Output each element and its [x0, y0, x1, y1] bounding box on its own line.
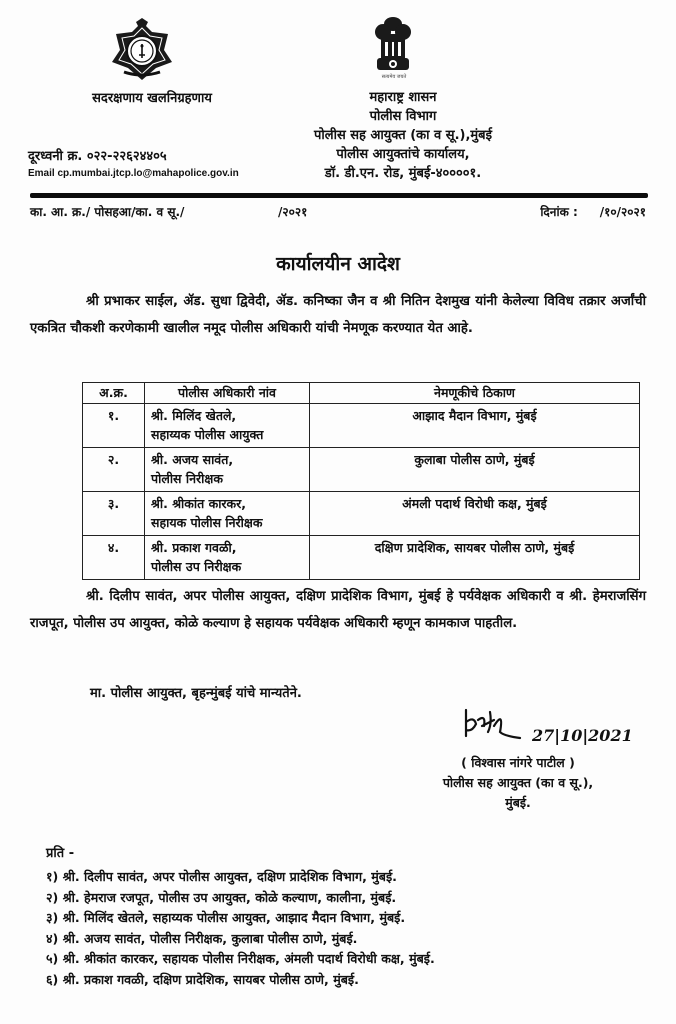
officer-designation: पोलीस उप निरीक्षक	[151, 559, 242, 574]
officer-cell	[145, 404, 310, 448]
officer-name: श्री. प्रकाश गवळी,	[151, 540, 237, 555]
department: पोलीस विभाग	[369, 109, 437, 124]
serial-cell: ३.	[83, 492, 145, 536]
officer-assignment-table	[82, 382, 640, 580]
column-header-serial: अ.क्र.	[83, 383, 145, 404]
approval-line: मा. पोलीस आयुक्त, बृहन्मुंबई यांचे मान्यतेने.	[90, 686, 302, 701]
table-header-row	[83, 383, 640, 404]
officer-designation: पोलीस निरीक्षक	[151, 471, 223, 486]
column-header-officer-name: पोलीस अधिकारी नांव	[145, 383, 310, 404]
handwritten-signature	[460, 706, 524, 746]
list-item: ४) श्री. अजय सावंत, पोलीस निरीक्षक, कुलाबा पोलीस ठाणे, मुंबई.	[46, 930, 358, 946]
list-item: २) श्री. हेमराज रजपूत, पोलीस उप आयुक्त, कोळे कल्याण, कालीना, मुंबई.	[46, 889, 397, 905]
signature-date: 27|10|2021	[532, 726, 633, 745]
table-row	[83, 404, 640, 448]
table-row	[83, 536, 640, 580]
copy-to-label: प्रति -	[46, 846, 75, 861]
signatory-name: ( विश्वास नांगरे पाटील )	[461, 755, 575, 770]
office-name: पोलीस आयुक्तांचे कार्यालय,	[336, 147, 470, 162]
posting-cell: अंमली पदार्थ विरोधी कक्ष, मुंबई	[310, 492, 640, 536]
list-item: ६) श्री. प्रकाश गवळी, दक्षिण प्रादेशिक, सायबर पोलीस ठाणे, मुंबई.	[46, 971, 359, 987]
table-row	[83, 448, 640, 492]
order-date	[540, 203, 646, 220]
posting-cell: आझाद मैदान विभाग, मुंबई	[310, 404, 640, 448]
officer-designation: सहाय्यक पोलीस आयुक्त	[151, 427, 264, 442]
date-label: दिनांक :	[540, 205, 578, 219]
page-title: कार्यालयीन आदेश	[276, 253, 400, 275]
issuing-office-address	[288, 88, 518, 183]
contact-info	[28, 148, 239, 182]
officer-cell	[145, 536, 310, 580]
serial-cell: ४.	[83, 536, 145, 580]
office-address: डॉ. डी.एन. रोड, मुंबई-४००००१.	[324, 166, 482, 181]
reference-number: का. आ. क्र./ पोसहआ/का. व सू./	[30, 205, 185, 219]
mumbai-police-crest-icon	[108, 18, 176, 84]
posting-cell: कुलाबा पोलीस ठाणे, मुंबई	[310, 448, 640, 492]
state-government: महाराष्ट्र शासन	[369, 90, 437, 105]
officer-name: श्री. मिलिंद खेतले,	[151, 408, 237, 423]
list-item: १) श्री. दिलीप सावंत, अपर पोलीस आयुक्त, दक्षिण प्रादेशिक विभाग, मुंबई.	[46, 869, 397, 884]
signatory-city: मुंबई.	[505, 795, 531, 810]
national-emblem-icon	[372, 14, 414, 80]
list-item: ५) श्री. श्रीकांत कारकर, सहायक पोलीस निरीक्षक, अंमली पदार्थ विरोधी कक्ष, मुंबई.	[46, 951, 435, 966]
signatory-block	[410, 753, 626, 813]
officer-designation: सहायक पोलीस निरीक्षक	[151, 515, 263, 530]
officer-cell	[145, 448, 310, 492]
phone-number: दूरध्वनी क्र. ०२२-२२६२४४०५	[28, 149, 167, 164]
intro-paragraph: श्री प्रभाकर साईल, ॲड. सुधा द्विवेदी, ॲड. कनिष्का जैन व श्री नितिन देशमुख यांनी केलेल्या विविध तक्रार अर्जांची एकत्रित चौकशी करणेकामी खालील नमूद पोलीस अधिकारी यांची नेमणूक करण्यात येत आहे.	[30, 294, 646, 336]
list-item: ३) श्री. मिलिंद खेतले, सहाय्यक पोलीस आयुक्त, आझाद मैदान विभाग, मुंबई.	[46, 910, 406, 925]
reference-year: /२०२१	[278, 205, 308, 219]
email-address: Email cp.mumbai.jtcp.lo@mahapolice.gov.in	[28, 168, 239, 179]
posting-cell: दक्षिण प्रादेशिक, सायबर पोलीस ठाणे, मुंबई	[310, 536, 640, 580]
copy-to-list	[46, 867, 435, 990]
supervision-paragraph: श्री. दिलीप सावंत, अपर पोलीस आयुक्त, दक्षिण प्रादेशिक विभाग, मुंबई हे पर्यवेक्षक अधिकारी व श्री. हेमराजसिंग राजपूत, पोलीस उप आयुक्त, कोळे कल्याण हे सहायक पर्यवेक्षक अधिकारी म्हणून कामकाज पाहतील.	[30, 589, 646, 631]
signatory-designation: पोलीस सह आयुक्त (का व सू.),	[442, 775, 594, 790]
date-value: /१०/२०२१	[599, 205, 646, 219]
serial-cell: २.	[83, 448, 145, 492]
officer-cell	[145, 492, 310, 536]
column-header-posting: नेमणूकीचे ठिकाण	[310, 383, 640, 404]
office-title: पोलीस सह आयुक्त (का व सू.),मुंबई	[314, 128, 492, 143]
officer-name: श्री. अजय सावंत,	[151, 452, 234, 467]
table-row	[83, 492, 640, 536]
police-motto: सदरक्षणाय खलनिग्रहणाय	[92, 91, 212, 106]
header-divider	[30, 193, 648, 198]
emblem-motto: सत्यमेव जयते	[381, 74, 407, 80]
officer-name: श्री. श्रीकांत कारकर,	[151, 496, 247, 511]
serial-cell: १.	[83, 404, 145, 448]
